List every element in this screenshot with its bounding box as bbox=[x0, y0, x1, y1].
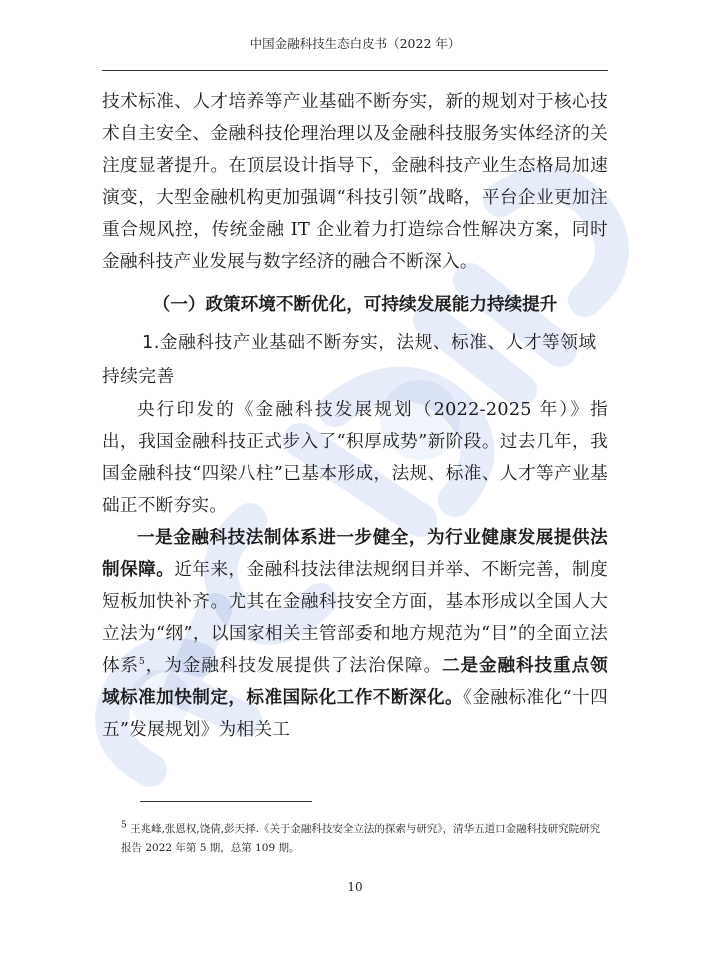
footnote-text: 王兆峰,张恩权,饶倩,彭天择.《关于金融科技安全立法的探索与研究》，清华五道口金融科技研究院研究报告 2022 年第 5 期，总第 109 期。 bbox=[121, 823, 601, 854]
page-number: 10 bbox=[347, 880, 363, 894]
footnote bbox=[121, 820, 608, 858]
footnote-divider bbox=[140, 801, 312, 802]
header-title: 中国金融科技生态白皮书（2022 年） bbox=[249, 36, 461, 51]
page-header bbox=[102, 30, 608, 71]
footnote-number: 5 bbox=[121, 820, 127, 831]
page-body bbox=[102, 86, 608, 746]
paragraph-text: ，为金融科技发展提供了法治保障。 bbox=[145, 656, 442, 676]
subsection-heading: 1.金融科技产业基础不断夯实，法规、标准、人才等领域持续完善 bbox=[102, 333, 597, 387]
paragraph-text: 近年来，金融科技法律法规纲目并举、不断完善，制度短板加快补齐。尤其在金融科技安全方面，基本形成以全国人大立法为“纲”，以国家相关主管部委和地方规范为“目”的全面立法体系 bbox=[102, 560, 608, 676]
paragraph bbox=[102, 522, 608, 746]
bold-lead: 二是金融科技重点领域标准加快制定，标准国际化工作不断深化。 bbox=[102, 656, 608, 708]
paragraph: 央行印发的《金融科技发展规划（2022-2025 年）》指出，我国金融科技正式步入了“积厚成势”新阶段。过去几年，我国金融科技“四梁八柱”已基本形成，法规、标准、人才等产业基础正不断夯实。 bbox=[102, 400, 608, 516]
section-heading: （一）政策环境不断优化，可持续发展能力持续提升 bbox=[152, 295, 558, 315]
footnote-ref: 5 bbox=[139, 657, 146, 668]
paragraph-text: 《金融标准化“十四五”发展规划》为相关工 bbox=[102, 688, 608, 740]
bold-lead: 一是金融科技法制体系进一步健全，为行业健康发展提供法制保障。 bbox=[102, 528, 608, 580]
paragraph: 技术标准、人才培养等产业基础不断夯实，新的规划对于核心技术自主安全、金融科技伦理治理以及金融科技服务实体经济的关注度显著提升。在顶层设计指导下，金融科技产业生态格局加速演变，大型金融机构更加强调“科技引领”战略，平台企业更加注重合规风控，传统金融 IT 企业着力打造综合性解决方案，同时金融科技产业发展与数字经济的融合不断深入。 bbox=[102, 92, 608, 272]
